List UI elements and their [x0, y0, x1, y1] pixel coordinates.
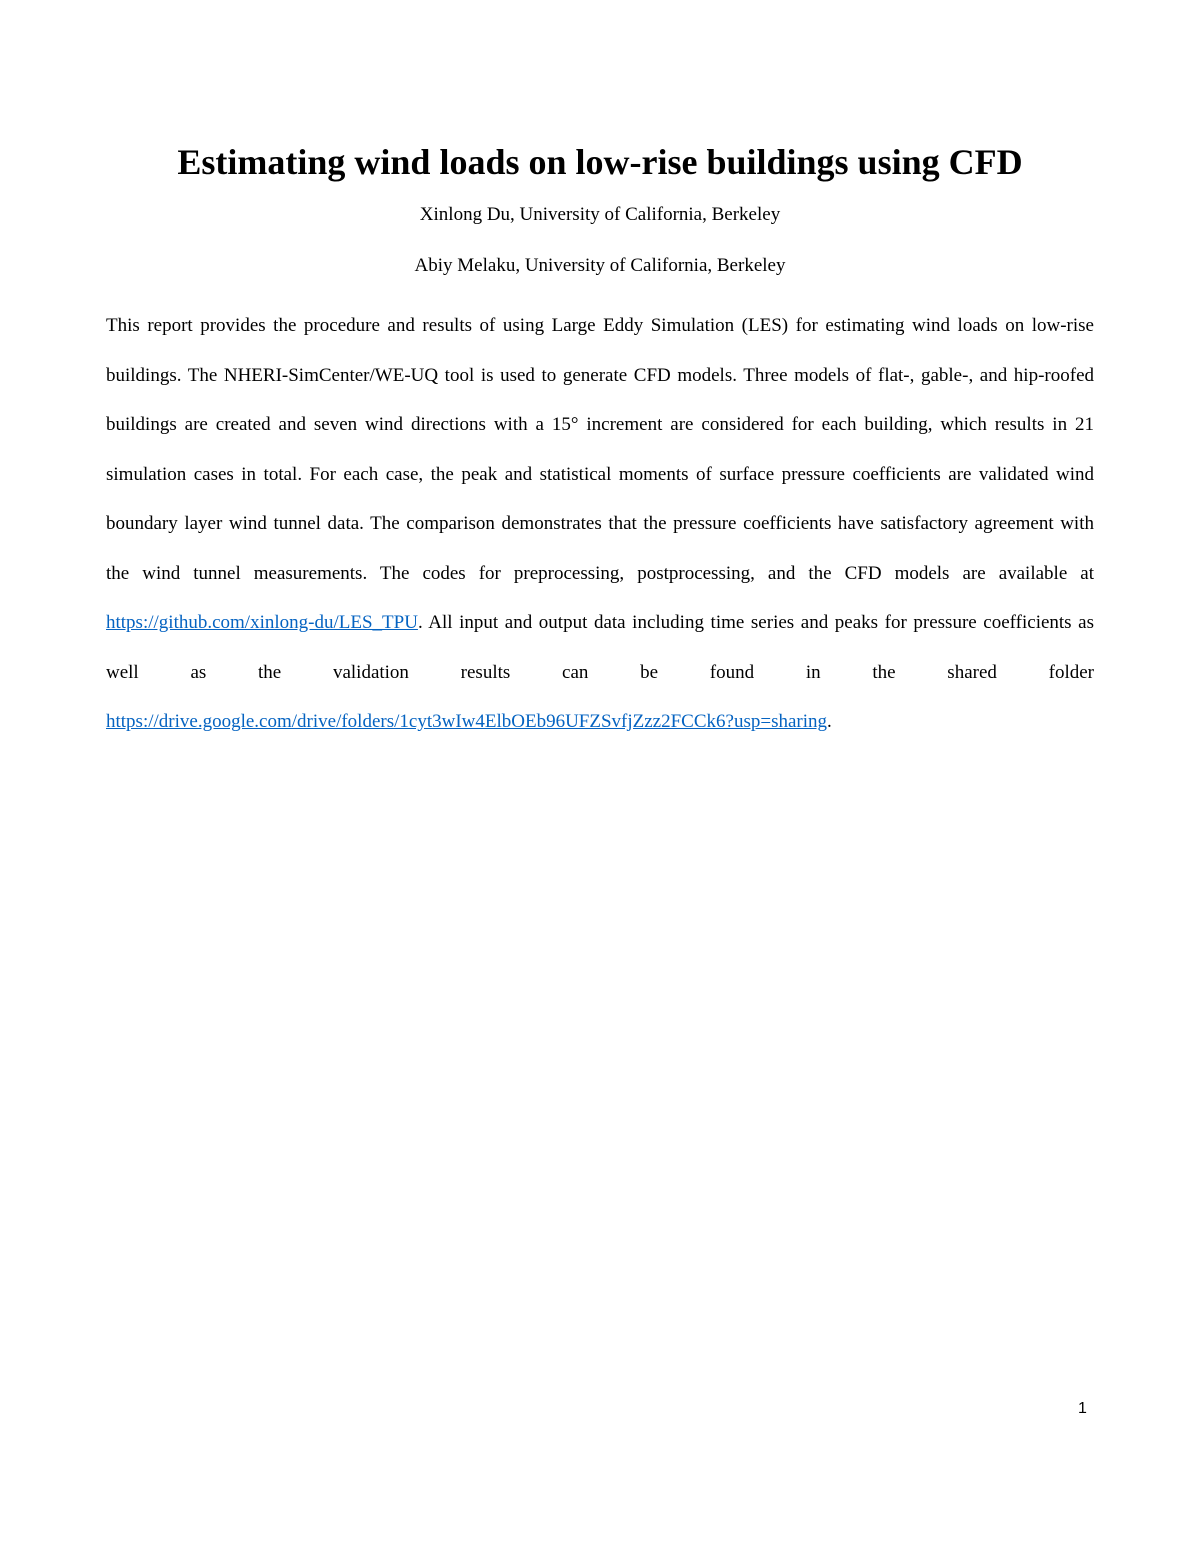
abstract-text-2: . All input and output data including time series and peaks for pressure coefficients as well as the validation results can be found in the shared folder	[106, 612, 1094, 683]
paper-title: Estimating wind loads on low-rise buildings using CFD	[177, 142, 1023, 182]
page-number: 1	[1078, 1400, 1087, 1417]
abstract-text-1: This report provides the procedure and results of using Large Eddy Simulation (LES) for estimating wind loads on low-rise buildings. The NHERI-SimCenter/WE-UQ tool is used to generate CFD models. Three models of flat-, gable-, and hip-roofed buildings are created and seven wind directions with a 15° increment are considered for each building, which results in 21 simulation cases in total. For each case, the peak and statistical moments of surface pressure coefficients are validated wind boundary layer wind tunnel data. The comparison demonstrates that the pressure coefficients have satisfactory agreement with the wind tunnel measurements. The codes for preprocessing, postprocessing, and the CFD models are available at	[106, 315, 1094, 584]
google-drive-link[interactable]: https://drive.google.com/drive/folders/1cyt3wIw4ElbOEb96UFZSvfjZzz2FCCk6?usp=sharing	[106, 711, 828, 732]
github-link[interactable]: https://github.com/xinlong-du/LES_TPU	[106, 612, 418, 633]
abstract-paragraph	[106, 301, 1094, 747]
author-1: Xinlong Du, University of California, Berkeley	[419, 204, 781, 225]
abstract-text-3: .	[827, 711, 832, 732]
author-2: Abiy Melaku, University of California, Berkeley	[414, 255, 786, 276]
